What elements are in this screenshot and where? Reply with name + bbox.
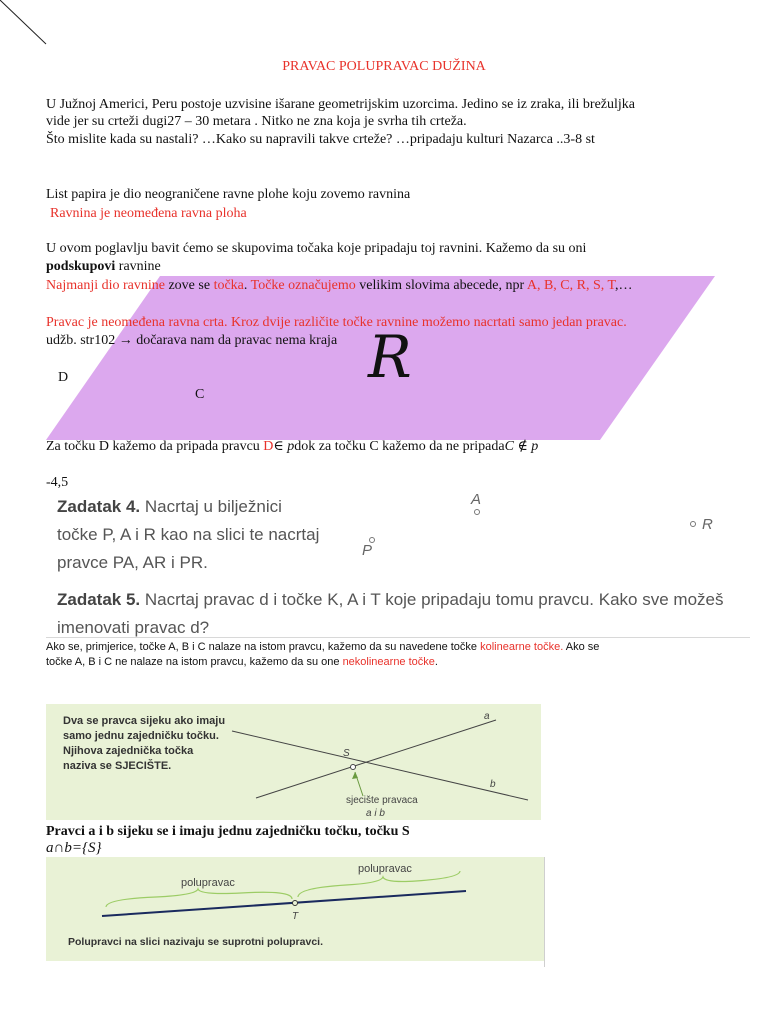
- point-a-label: A: [471, 491, 482, 508]
- zadatak-4: [57, 495, 357, 575]
- podskupovi-term: podskupovi: [46, 259, 116, 274]
- zadatak-4-label: Zadatak 4.: [57, 497, 141, 516]
- tocka-red-4: A, B, C, R, S, T: [526, 278, 616, 293]
- tocka-line: [46, 277, 716, 294]
- page-title: PRAVAC POLUPRAVAC DUŽINA: [282, 59, 486, 74]
- figure-edge: [544, 857, 545, 967]
- tocka-black-2: .: [243, 278, 251, 293]
- kolinearne-line-2: točke A, B i C ne nalaze na istom pravcu, kažemo da su one nekolinearne točke.: [46, 656, 438, 668]
- tocka-black-1: zove se: [164, 278, 214, 293]
- point-s-label: S: [343, 748, 350, 759]
- zadatak-4-line-2: točke P, A i R kao na slici te nacrtaj: [57, 525, 320, 544]
- tocka-black-3: velikim slovima abecede, npr: [355, 278, 527, 293]
- pripada-d: D: [263, 439, 274, 454]
- polupravac-caption: Polupravci na slici nazivaju se suprotni polupravci.: [68, 936, 323, 948]
- podskupovi-line-2: [46, 258, 716, 275]
- line-b-label: b: [490, 779, 496, 790]
- sjeciste-caption-2: a i b: [366, 808, 385, 819]
- pripada-text-1: Za točku D kažemo da pripada pravcu: [46, 439, 264, 454]
- sjeciste-text: Dva se pravca sijeku ako imaju samo jednu zajedničku točku. Njihova zajednička točka naziva se SJECIŠTE.: [63, 715, 226, 772]
- point-r-label: R: [702, 516, 713, 533]
- pripada-text-3: dok za točku C kažemo da ne pripada: [294, 439, 505, 454]
- zadatak-5: [57, 588, 737, 640]
- point-t-label: T: [292, 911, 299, 922]
- pripada-line: [46, 438, 716, 455]
- polupravac-right-label: polupravac: [358, 863, 412, 875]
- plane-symbol-r: R: [368, 323, 412, 391]
- point-a-dot: [474, 509, 480, 515]
- point-d-label: D: [58, 370, 69, 385]
- pravci-sijeku-text: Pravci a i b sijeku se i imaju jednu zajedničku točku, točku S: [46, 824, 410, 839]
- point-p-label: P: [362, 542, 373, 559]
- intro-line-1: U Južnoj Americi, Peru postoje uzvisine išarane geometrijskim uzorcima. Jedino se iz zraka, ili brežuljka: [46, 97, 635, 112]
- pripada-in: ∈: [273, 439, 288, 454]
- kolinearne-paragraph: [46, 640, 726, 670]
- zadatak-5-label: Zadatak 5.: [57, 590, 141, 609]
- arrow-icon: →: [118, 333, 133, 348]
- zadatak-5-line-1: Zadatak 5. Nacrtaj pravac d i točke K, A i T koje pripadaju tomu pravcu. Kako sve možeš: [57, 590, 724, 609]
- nekolinearne-term: nekolinearne točke: [342, 656, 435, 668]
- divider: [46, 637, 750, 638]
- sjeciste-formula: a∩b={S}: [46, 840, 102, 856]
- podskupovi-line-1: U ovom poglavlju bavit ćemo se skupovima točaka koje pripadaju toj ravnini. Kažemo da su oni: [46, 241, 587, 256]
- intro-line-3: Što mislite kada su nastali? …Kako su napravili takve crteže? …pripadaju kulturi Nazarca ..3-8 st: [46, 132, 595, 147]
- intro-line-2: vide jer su crteži dugi27 – 30 metara . Nitko ne zna koja je svrha tih crteža.: [46, 114, 467, 129]
- tocka-red-2: točka: [213, 278, 244, 293]
- kolinearne-line-1: Ako se, primjerice, točke A, B i C nalaze na istom pravcu, kažemo da su navedene točke kolinearne točke. Ako se: [46, 641, 600, 653]
- sjeciste-caption-1: sjecište pravaca: [346, 795, 418, 806]
- udzb-ref: udžb. str102: [46, 333, 116, 348]
- zadatak-4-line-1: Zadatak 4. Nacrtaj u bilježnici: [57, 497, 282, 516]
- point-r-dot: [690, 521, 696, 527]
- ravnina-line-1: List papira je dio neograničene ravne plohe koju zovemo ravnina: [46, 187, 411, 202]
- polupravac-left-label: polupravac: [181, 877, 235, 889]
- line-a-label: a: [484, 711, 490, 722]
- tocka-red-3: Točke označujemo: [250, 278, 356, 293]
- sjeciste-figure: [46, 704, 541, 820]
- kolinearne-term: kolinearne točke.: [480, 641, 564, 653]
- zadatak-4-line-3: pravce PA, AR i PR.: [57, 553, 208, 572]
- tocka-black-4: ,…: [615, 278, 633, 293]
- tocka-red-1: Najmanji dio ravnine: [46, 278, 165, 293]
- point-c-label: C: [195, 387, 205, 402]
- polupravac-figure: [46, 857, 545, 961]
- ravnina-definition: Ravnina je neomeđena ravna ploha: [50, 206, 247, 221]
- page-reference: -4,5: [46, 475, 69, 490]
- sjeciste-lines: [46, 704, 541, 820]
- podskupovi-rest: ravnine: [115, 259, 161, 274]
- pravac-definition: Pravac je neomeđena ravna crta. Kroz dvije različite točke ravnine možemo nacrtati samo jedan pravac.: [46, 315, 627, 330]
- pripada-p: p: [287, 439, 295, 454]
- pripada-math: C ∉ p: [504, 439, 539, 454]
- udzb-rest: dočarava nam da pravac nema kraja: [132, 333, 338, 348]
- zadatak-5-line-2: imenovati pravac d?: [57, 618, 210, 637]
